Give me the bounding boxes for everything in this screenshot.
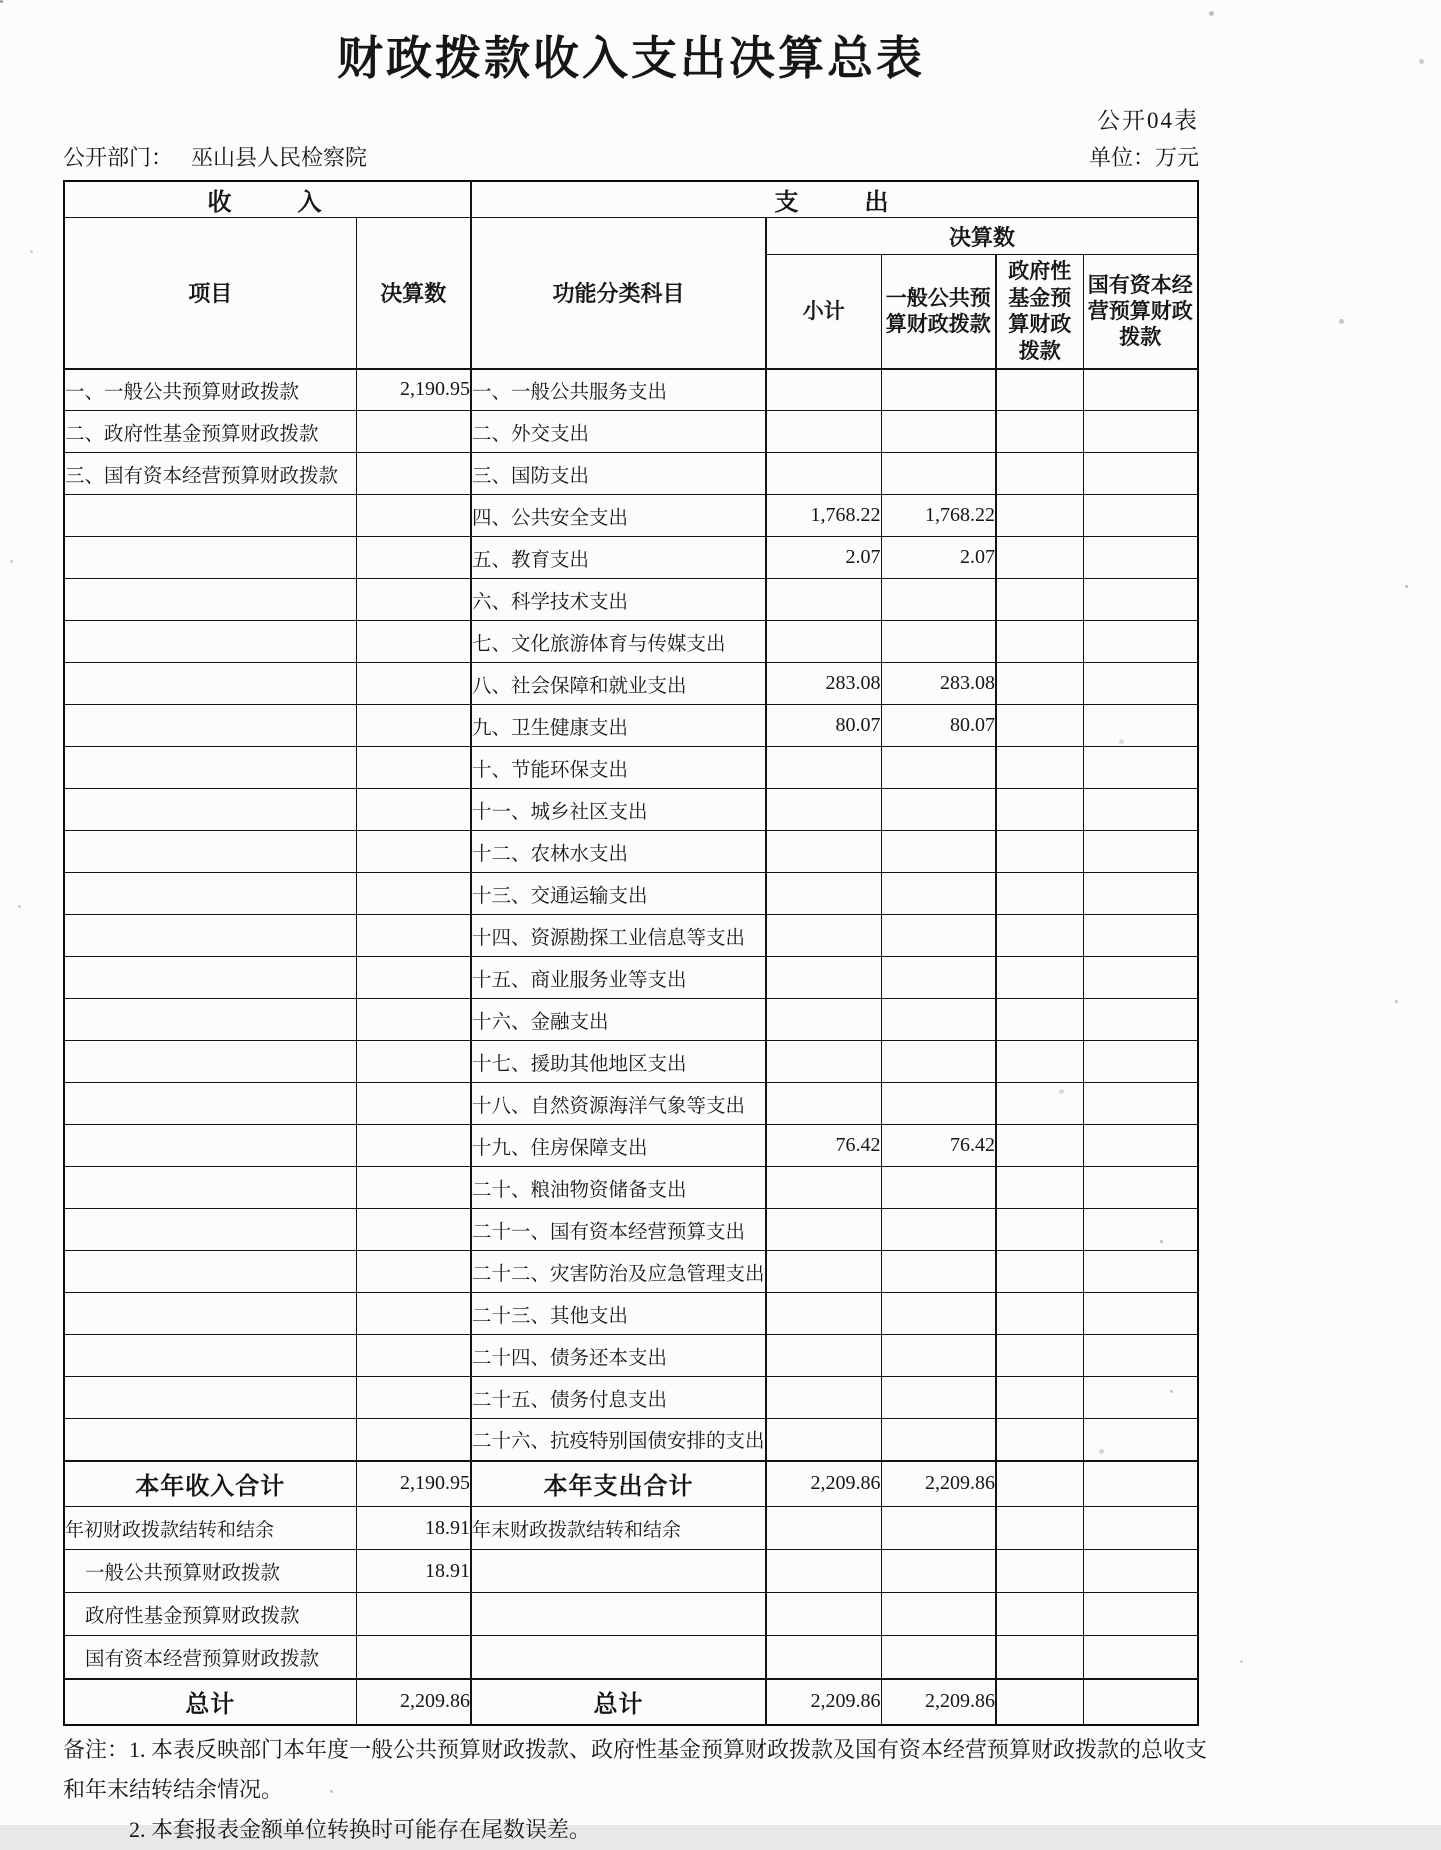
expense-item-cell: 二十一、国有资本经营预算支出	[471, 1209, 766, 1251]
expense-general-budget-cell: 76.42	[881, 1125, 996, 1167]
expense-subtotal-cell	[766, 789, 881, 831]
income-amount-cell	[356, 1419, 471, 1461]
expense-state-capital-cell	[1083, 873, 1198, 915]
expense-item-cell: 十、节能环保支出	[471, 747, 766, 789]
expense-item-cell	[471, 1636, 766, 1679]
expense-state-capital-cell	[1083, 1041, 1198, 1083]
table-row	[64, 1167, 1198, 1209]
income-amount-cell	[356, 747, 471, 789]
expense-gov-fund-cell	[996, 747, 1083, 789]
income-item-cell: 一般公共预算财政拨款	[64, 1550, 356, 1593]
expense-general-budget-cell	[881, 1083, 996, 1125]
income-item-cell	[64, 873, 356, 915]
expense-state-capital-cell	[1083, 915, 1198, 957]
income-amount-cell	[356, 1335, 471, 1377]
expense-item-cell: 六、科学技术支出	[471, 579, 766, 621]
income-amount-cell	[356, 663, 471, 705]
income-amount-cell	[356, 1593, 471, 1636]
income-amount-cell	[356, 411, 471, 453]
expense-item-cell: 二十六、抗疫特别国债安排的支出	[471, 1419, 766, 1461]
expense-gov-fund-cell	[996, 1251, 1083, 1293]
expense-state-capital-cell	[1083, 1209, 1198, 1251]
table-row	[64, 453, 1198, 495]
note-line-2: 2. 本套报表金额单位转换时可能存在尾数误差。	[129, 1816, 592, 1842]
income-item-cell	[64, 1377, 356, 1419]
table-row	[64, 1125, 1198, 1167]
table-row	[64, 831, 1198, 873]
expense-state-capital-cell	[1083, 453, 1198, 495]
income-item-cell: 一、一般公共预算财政拨款	[64, 369, 356, 411]
expense-general-budget-cell	[881, 873, 996, 915]
expense-gov-fund-cell	[996, 831, 1083, 873]
expense-state-capital-cell	[1083, 1550, 1198, 1593]
expense-gov-fund-cell	[996, 1293, 1083, 1335]
income-item-cell: 国有资本经营预算财政拨款	[64, 1636, 356, 1679]
expense-item-cell: 二十、粮油物资储备支出	[471, 1167, 766, 1209]
expense-subtotal-cell	[766, 747, 881, 789]
table-row	[64, 663, 1198, 705]
expense-subtotal-cell: 80.07	[766, 705, 881, 747]
expense-item-cell	[471, 1550, 766, 1593]
expense-state-capital-cell	[1083, 705, 1198, 747]
expense-general-budget-cell	[881, 369, 996, 411]
income-amount-cell	[356, 495, 471, 537]
expense-subtotal-cell	[766, 831, 881, 873]
table-row	[64, 747, 1198, 789]
expense-state-capital-cell	[1083, 495, 1198, 537]
expense-item-cell: 九、卫生健康支出	[471, 705, 766, 747]
expense-subtotal-cell: 1,768.22	[766, 495, 881, 537]
income-item-cell	[64, 621, 356, 663]
expense-gov-fund-cell	[996, 1461, 1083, 1507]
expense-state-capital-cell	[1083, 1461, 1198, 1507]
expense-state-capital-cell	[1083, 957, 1198, 999]
expense-subtotal-cell: 2,209.86	[766, 1679, 881, 1725]
expense-item-cell: 七、文化旅游体育与传媒支出	[471, 621, 766, 663]
income-item-cell	[64, 1083, 356, 1125]
table-row	[64, 1461, 1198, 1507]
expense-gov-fund-cell	[996, 1550, 1083, 1593]
table-row	[64, 411, 1198, 453]
income-amount-cell	[356, 873, 471, 915]
expense-state-capital-cell	[1083, 789, 1198, 831]
expense-gov-fund-cell	[996, 1041, 1083, 1083]
expense-item-cell: 二、外交支出	[471, 411, 766, 453]
expense-gov-fund-cell	[996, 411, 1083, 453]
expense-general-budget-cell	[881, 1377, 996, 1419]
expense-general-budget-cell	[881, 1167, 996, 1209]
expense-state-capital-cell	[1083, 1293, 1198, 1335]
income-amount-header: 决算数	[356, 218, 471, 369]
income-item-cell	[64, 999, 356, 1041]
expense-state-capital-cell	[1083, 1636, 1198, 1679]
expense-subtotal-cell: 76.42	[766, 1125, 881, 1167]
expense-gov-fund-cell	[996, 1679, 1083, 1725]
expense-subtotal-cell	[766, 1593, 881, 1636]
expense-amount-group-header: 决算数	[766, 218, 1198, 255]
expense-general-budget-cell	[881, 999, 996, 1041]
income-amount-cell	[356, 1293, 471, 1335]
expense-state-capital-cell	[1083, 537, 1198, 579]
expense-item-cell	[471, 1593, 766, 1636]
income-amount-cell	[356, 1251, 471, 1293]
table-row	[64, 537, 1198, 579]
expense-state-capital-cell	[1083, 1507, 1198, 1550]
expense-general-budget-cell	[881, 411, 996, 453]
expense-subtotal-cell: 283.08	[766, 663, 881, 705]
expense-state-capital-cell	[1083, 1419, 1198, 1461]
income-amount-cell: 2,190.95	[356, 369, 471, 411]
income-item-cell	[64, 789, 356, 831]
expense-subtotal-cell	[766, 1377, 881, 1419]
table-row	[64, 705, 1198, 747]
expense-subtotal-cell: 2,209.86	[766, 1461, 881, 1507]
expense-gov-fund-cell	[996, 1209, 1083, 1251]
expense-subtotal-cell: 2.07	[766, 537, 881, 579]
income-amount-cell	[356, 1041, 471, 1083]
table-row	[64, 1335, 1198, 1377]
unit-label: 单位：万元	[1088, 145, 1199, 170]
income-item-cell	[64, 537, 356, 579]
income-item-cell	[64, 705, 356, 747]
table-row	[64, 1251, 1198, 1293]
expense-subtotal-cell	[766, 1293, 881, 1335]
gov-fund-header: 政府性基金预算财政拨款	[996, 255, 1083, 369]
expense-subtotal-cell	[766, 873, 881, 915]
expense-gov-fund-cell	[996, 789, 1083, 831]
expense-subtotal-cell	[766, 999, 881, 1041]
expense-general-budget-cell: 2,209.86	[881, 1461, 996, 1507]
expense-subtotal-cell	[766, 1550, 881, 1593]
expense-subtotal-cell	[766, 1335, 881, 1377]
income-amount-cell	[356, 579, 471, 621]
expense-item-cell: 五、教育支出	[471, 537, 766, 579]
expense-item-cell: 一、一般公共服务支出	[471, 369, 766, 411]
table-row	[64, 1593, 1198, 1636]
expense-gov-fund-cell	[996, 705, 1083, 747]
expense-gov-fund-cell	[996, 1083, 1083, 1125]
expense-general-budget-cell	[881, 1507, 996, 1550]
expense-state-capital-cell	[1083, 369, 1198, 411]
expense-item-cell: 十五、商业服务业等支出	[471, 957, 766, 999]
table-row	[64, 999, 1198, 1041]
expense-state-capital-cell	[1083, 1593, 1198, 1636]
expense-subtotal-cell	[766, 1041, 881, 1083]
expense-gov-fund-cell	[996, 663, 1083, 705]
expense-general-budget-cell	[881, 1041, 996, 1083]
function-subject-header: 功能分类科目	[471, 218, 766, 369]
sheet-number-label: 公开04表	[1097, 108, 1199, 133]
income-item-cell	[64, 495, 356, 537]
income-item-cell	[64, 1167, 356, 1209]
meta-row	[63, 141, 1199, 172]
expense-state-capital-cell	[1083, 1679, 1198, 1725]
expense-item-cell: 十二、农林水支出	[471, 831, 766, 873]
table-row	[64, 789, 1198, 831]
expense-general-budget-cell	[881, 1636, 996, 1679]
income-amount-cell	[356, 621, 471, 663]
expense-general-budget-cell	[881, 957, 996, 999]
income-item-header: 项目	[64, 218, 356, 369]
table-row	[64, 1209, 1198, 1251]
expense-gov-fund-cell	[996, 369, 1083, 411]
expense-subtotal-cell	[766, 1251, 881, 1293]
expense-state-capital-cell	[1083, 411, 1198, 453]
expense-subtotal-cell	[766, 1507, 881, 1550]
expense-subtotal-cell	[766, 1083, 881, 1125]
scan-noise	[0, 0, 3, 3]
income-amount-cell: 18.91	[356, 1507, 471, 1550]
expense-subtotal-cell	[766, 1167, 881, 1209]
expense-subtotal-cell	[766, 957, 881, 999]
income-amount-cell	[356, 1377, 471, 1419]
expense-gov-fund-cell	[996, 1167, 1083, 1209]
income-amount-cell: 2,209.86	[356, 1679, 471, 1725]
table-row	[64, 1293, 1198, 1335]
expense-general-budget-cell	[881, 1209, 996, 1251]
table-body	[64, 369, 1198, 1725]
income-item-cell	[64, 579, 356, 621]
income-amount-cell	[356, 957, 471, 999]
document-content	[63, 0, 1208, 1850]
expense-item-cell: 十六、金融支出	[471, 999, 766, 1041]
income-amount-cell	[356, 789, 471, 831]
expense-subtotal-cell	[766, 411, 881, 453]
table-row	[64, 579, 1198, 621]
income-item-cell: 年初财政拨款结转和结余	[64, 1507, 356, 1550]
table-row	[64, 495, 1198, 537]
table-row	[64, 873, 1198, 915]
expense-subtotal-cell	[766, 369, 881, 411]
table-row	[64, 621, 1198, 663]
income-item-cell	[64, 1209, 356, 1251]
expense-state-capital-cell	[1083, 663, 1198, 705]
income-item-cell: 本年收入合计	[64, 1461, 356, 1507]
income-item-cell	[64, 1335, 356, 1377]
income-item-cell	[64, 1125, 356, 1167]
expense-item-cell: 二十二、灾害防治及应急管理支出	[471, 1251, 766, 1293]
department-label: 公开部门：	[63, 145, 174, 170]
expense-general-budget-cell	[881, 915, 996, 957]
income-amount-cell	[356, 999, 471, 1041]
income-amount-cell	[356, 1083, 471, 1125]
expense-general-budget-cell	[881, 747, 996, 789]
expense-item-cell: 二十三、其他支出	[471, 1293, 766, 1335]
income-item-cell	[64, 663, 356, 705]
expense-item-cell: 三、国防支出	[471, 453, 766, 495]
expense-state-capital-cell	[1083, 579, 1198, 621]
income-amount-cell	[356, 705, 471, 747]
fiscal-summary-table	[63, 180, 1199, 1726]
income-amount-cell: 18.91	[356, 1550, 471, 1593]
page-title: 财政拨款收入支出决算总表	[337, 32, 925, 84]
income-item-cell	[64, 1251, 356, 1293]
expense-general-budget-cell	[881, 621, 996, 663]
table-row	[64, 1550, 1198, 1593]
income-item-cell: 三、国有资本经营预算财政拨款	[64, 453, 356, 495]
expense-general-budget-cell	[881, 1335, 996, 1377]
income-item-cell	[64, 915, 356, 957]
state-capital-header: 国有资本经营预算财政拨款	[1083, 255, 1198, 369]
income-amount-cell	[356, 1167, 471, 1209]
expense-subtotal-cell	[766, 453, 881, 495]
expense-subtotal-cell	[766, 1636, 881, 1679]
expense-item-cell: 十四、资源勘探工业信息等支出	[471, 915, 766, 957]
expense-gov-fund-cell	[996, 999, 1083, 1041]
income-item-cell	[64, 1293, 356, 1335]
expense-gov-fund-cell	[996, 957, 1083, 999]
expense-general-budget-cell: 80.07	[881, 705, 996, 747]
income-item-cell	[64, 747, 356, 789]
expense-subtotal-cell	[766, 1419, 881, 1461]
expense-gov-fund-cell	[996, 1636, 1083, 1679]
expense-subtotal-cell	[766, 1209, 881, 1251]
expense-gov-fund-cell	[996, 873, 1083, 915]
expense-general-budget-cell	[881, 1550, 996, 1593]
table-row	[64, 369, 1198, 411]
expense-subtotal-cell	[766, 621, 881, 663]
expense-state-capital-cell	[1083, 1125, 1198, 1167]
income-band-header: 收 入	[64, 181, 471, 218]
expense-general-budget-cell	[881, 1251, 996, 1293]
income-item-cell	[64, 1419, 356, 1461]
expense-item-cell: 总计	[471, 1679, 766, 1725]
expense-state-capital-cell	[1083, 1083, 1198, 1125]
expense-item-cell: 年末财政拨款结转和结余	[471, 1507, 766, 1550]
table-row	[64, 1041, 1198, 1083]
notes-block	[63, 1730, 1208, 1850]
expense-gov-fund-cell	[996, 495, 1083, 537]
income-item-cell	[64, 831, 356, 873]
department-name: 巫山县人民检察院	[191, 145, 368, 170]
expense-state-capital-cell	[1083, 621, 1198, 663]
expense-general-budget-cell	[881, 789, 996, 831]
expense-item-cell: 二十四、债务还本支出	[471, 1335, 766, 1377]
table-row	[64, 1083, 1198, 1125]
general-budget-header: 一般公共预算财政拨款	[881, 255, 996, 369]
expense-gov-fund-cell	[996, 1507, 1083, 1550]
expense-item-cell: 八、社会保障和就业支出	[471, 663, 766, 705]
income-amount-cell	[356, 831, 471, 873]
expense-gov-fund-cell	[996, 1125, 1083, 1167]
expense-general-budget-cell: 2.07	[881, 537, 996, 579]
expense-general-budget-cell: 1,768.22	[881, 495, 996, 537]
expense-subtotal-cell	[766, 915, 881, 957]
subtotal-header: 小计	[766, 255, 881, 369]
expense-gov-fund-cell	[996, 1377, 1083, 1419]
expense-item-cell: 十三、交通运输支出	[471, 873, 766, 915]
expense-gov-fund-cell	[996, 579, 1083, 621]
expense-item-cell: 十九、住房保障支出	[471, 1125, 766, 1167]
expense-gov-fund-cell	[996, 453, 1083, 495]
expense-gov-fund-cell	[996, 1335, 1083, 1377]
expense-state-capital-cell	[1083, 1335, 1198, 1377]
expense-state-capital-cell	[1083, 999, 1198, 1041]
income-item-cell: 政府性基金预算财政拨款	[64, 1593, 356, 1636]
income-amount-cell	[356, 1125, 471, 1167]
expense-item-cell: 二十五、债务付息支出	[471, 1377, 766, 1419]
note-line-1: 备注：1. 本表反映部门本年度一般公共预算财政拨款、政府性基金预算财政拨款及国有资本经营预算财政拨款的总收支和年末结转结余情况。	[63, 1736, 1208, 1802]
expense-state-capital-cell	[1083, 1377, 1198, 1419]
income-item-cell: 二、政府性基金预算财政拨款	[64, 411, 356, 453]
expense-item-cell: 本年支出合计	[471, 1461, 766, 1507]
expense-item-cell: 十七、援助其他地区支出	[471, 1041, 766, 1083]
expense-general-budget-cell: 2,209.86	[881, 1679, 996, 1725]
table-row	[64, 1419, 1198, 1461]
expense-general-budget-cell	[881, 1593, 996, 1636]
expense-gov-fund-cell	[996, 621, 1083, 663]
table-row	[64, 1377, 1198, 1419]
expense-item-cell: 十一、城乡社区支出	[471, 789, 766, 831]
income-amount-cell: 2,190.95	[356, 1461, 471, 1507]
expense-subtotal-cell	[766, 579, 881, 621]
expense-state-capital-cell	[1083, 1167, 1198, 1209]
department-line	[63, 141, 367, 172]
table-row	[64, 1507, 1198, 1550]
table-row	[64, 915, 1198, 957]
expense-item-cell: 十八、自然资源海洋气象等支出	[471, 1083, 766, 1125]
expense-general-budget-cell	[881, 453, 996, 495]
table-row	[64, 1679, 1198, 1725]
expense-general-budget-cell	[881, 831, 996, 873]
income-item-cell	[64, 1041, 356, 1083]
expense-general-budget-cell: 283.08	[881, 663, 996, 705]
expense-gov-fund-cell	[996, 537, 1083, 579]
expense-state-capital-cell	[1083, 1251, 1198, 1293]
expense-state-capital-cell	[1083, 831, 1198, 873]
expense-gov-fund-cell	[996, 1593, 1083, 1636]
income-item-cell	[64, 957, 356, 999]
income-amount-cell	[356, 537, 471, 579]
expense-general-budget-cell	[881, 579, 996, 621]
expense-item-cell: 四、公共安全支出	[471, 495, 766, 537]
income-amount-cell	[356, 915, 471, 957]
table-row	[64, 957, 1198, 999]
income-amount-cell	[356, 453, 471, 495]
income-amount-cell	[356, 1636, 471, 1679]
income-amount-cell	[356, 1209, 471, 1251]
table-header	[64, 181, 1198, 369]
expense-state-capital-cell	[1083, 747, 1198, 789]
table-row	[64, 1636, 1198, 1679]
expense-general-budget-cell	[881, 1419, 996, 1461]
income-item-cell: 总计	[64, 1679, 356, 1725]
expense-gov-fund-cell	[996, 915, 1083, 957]
expense-gov-fund-cell	[996, 1419, 1083, 1461]
expense-general-budget-cell	[881, 1293, 996, 1335]
expense-band-header: 支 出	[471, 181, 1198, 218]
